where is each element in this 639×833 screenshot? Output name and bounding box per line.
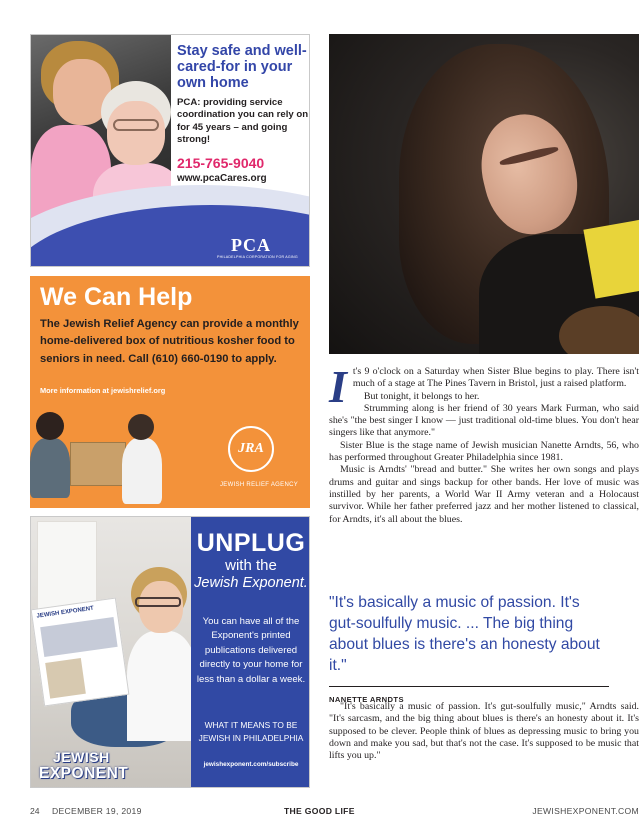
page-footer: [30, 806, 639, 820]
jra-body-text: The Jewish Relief Agency can provide a monthly home-delivered box of nutritious kosher food to seniors in need. Call (610) 660-0190 to apply.: [40, 318, 299, 365]
sister-blue-photo: [329, 34, 639, 354]
website-link[interactable]: JEWISHEXPONENT.COM: [532, 806, 639, 816]
article-paragraph: But tonight, it belongs to her.: [363, 390, 480, 402]
article-paragraph: Sister Blue is the stage name of Jewish musician Nanette Arndts, 56, who has performed throughout Greater Philadelphia since 1981.: [329, 439, 639, 464]
article-closing: [329, 701, 639, 762]
article-paragraph: "It's basically a music of passion. It's gut-soulfully music," Arndts said. "It's sarcasm, and the big thing about blues is there's an honesty about it. It's supposed to be clever. People think of blues as depressing music to bring you down and make you sad, but that's not the case. It's supposed to be music that lifts you up.": [329, 701, 639, 762]
food-box: [70, 442, 126, 486]
article-paragraph: Strumming along is her friend of 30 years Mark Furman, who said she's "the best singer I know — just traditional old-time blues. You don't hear singers like that anymore.": [329, 402, 639, 439]
article-paragraph: Music is Arndts' "bread and butter." She writes her own songs and plays drums and guitar and sings backup for other bands. Her love of music was instilled by her parents, a World War II Army veteran and a Holocaust survivor. While her father preferred jazz and her mother listened to classical, for Arndts, it's all about the blues.: [329, 464, 639, 525]
pull-quote-attribution: NANETTE ARNDTS: [329, 686, 609, 704]
article-paragraph: t's 9 o'clock on a Saturday when Sister Blue begins to play. There isn't much of a stage at The Pines Tavern in Bristol, just a raised platform.: [352, 366, 639, 390]
newspaper-masthead: JEWISH EXPONENT: [36, 605, 95, 620]
unplug-ad-photo: [31, 517, 191, 788]
unplug-body-text: You can have all of the Exponent's printed publications delivered directly to your home for less than a dollar a week.: [196, 616, 306, 685]
pca-headline: Stay safe and well-cared-for in your own home: [177, 43, 307, 91]
issue-date: DECEMBER 19, 2019: [52, 806, 142, 816]
unplug-text-panel: [191, 517, 310, 788]
unplug-subheadline: with the: [225, 557, 277, 574]
jra-ad-photo: [30, 400, 210, 508]
pca-body-text: PCA: providing service coordination you can rely on for 45 years – and going strong!: [177, 97, 309, 146]
unplug-headline: UNPLUG: [196, 529, 306, 557]
jra-ad[interactable]: [30, 276, 310, 508]
exponent-logo-line2: EXPONENT: [39, 765, 129, 782]
drop-cap: I: [329, 361, 347, 412]
article-body: [329, 361, 639, 526]
jra-seal-logo: JRA: [228, 426, 274, 472]
unplug-subscribe-link[interactable]: jewishexponent.com/subscribe: [203, 761, 299, 768]
pca-logo-subtitle: PHILADELPHIA CORPORATION FOR AGING: [217, 255, 298, 259]
pca-phone-number[interactable]: 215-765-9040: [177, 155, 265, 171]
pull-quote-text: "It's basically a music of passion. It's gut-soulfully music. ... The big thing about blues is there's an honesty about it.": [329, 594, 600, 674]
page-number: 24: [30, 806, 40, 816]
jra-headline: We Can Help: [40, 283, 193, 311]
pca-logo: PCA: [231, 235, 271, 255]
exponent-logo-line1: JEWISH: [53, 749, 110, 765]
pca-ad[interactable]: [30, 34, 310, 267]
unplug-publication-name: Jewish Exponent.: [194, 575, 308, 591]
pca-website-link[interactable]: www.pcaCares.org: [177, 173, 267, 184]
pull-quote: [329, 592, 609, 704]
jra-more-info-link[interactable]: More information at jewishrelief.org: [40, 386, 166, 395]
newspaper: [31, 597, 130, 706]
unplug-tagline: WHAT IT MEANS TO BE JEWISH IN PHILADELPHIA: [198, 720, 304, 743]
exponent-subscription-ad[interactable]: [30, 516, 310, 788]
section-name: THE GOOD LIFE: [284, 806, 355, 816]
jra-agency-name: JEWISH RELIEF AGENCY: [220, 482, 299, 488]
